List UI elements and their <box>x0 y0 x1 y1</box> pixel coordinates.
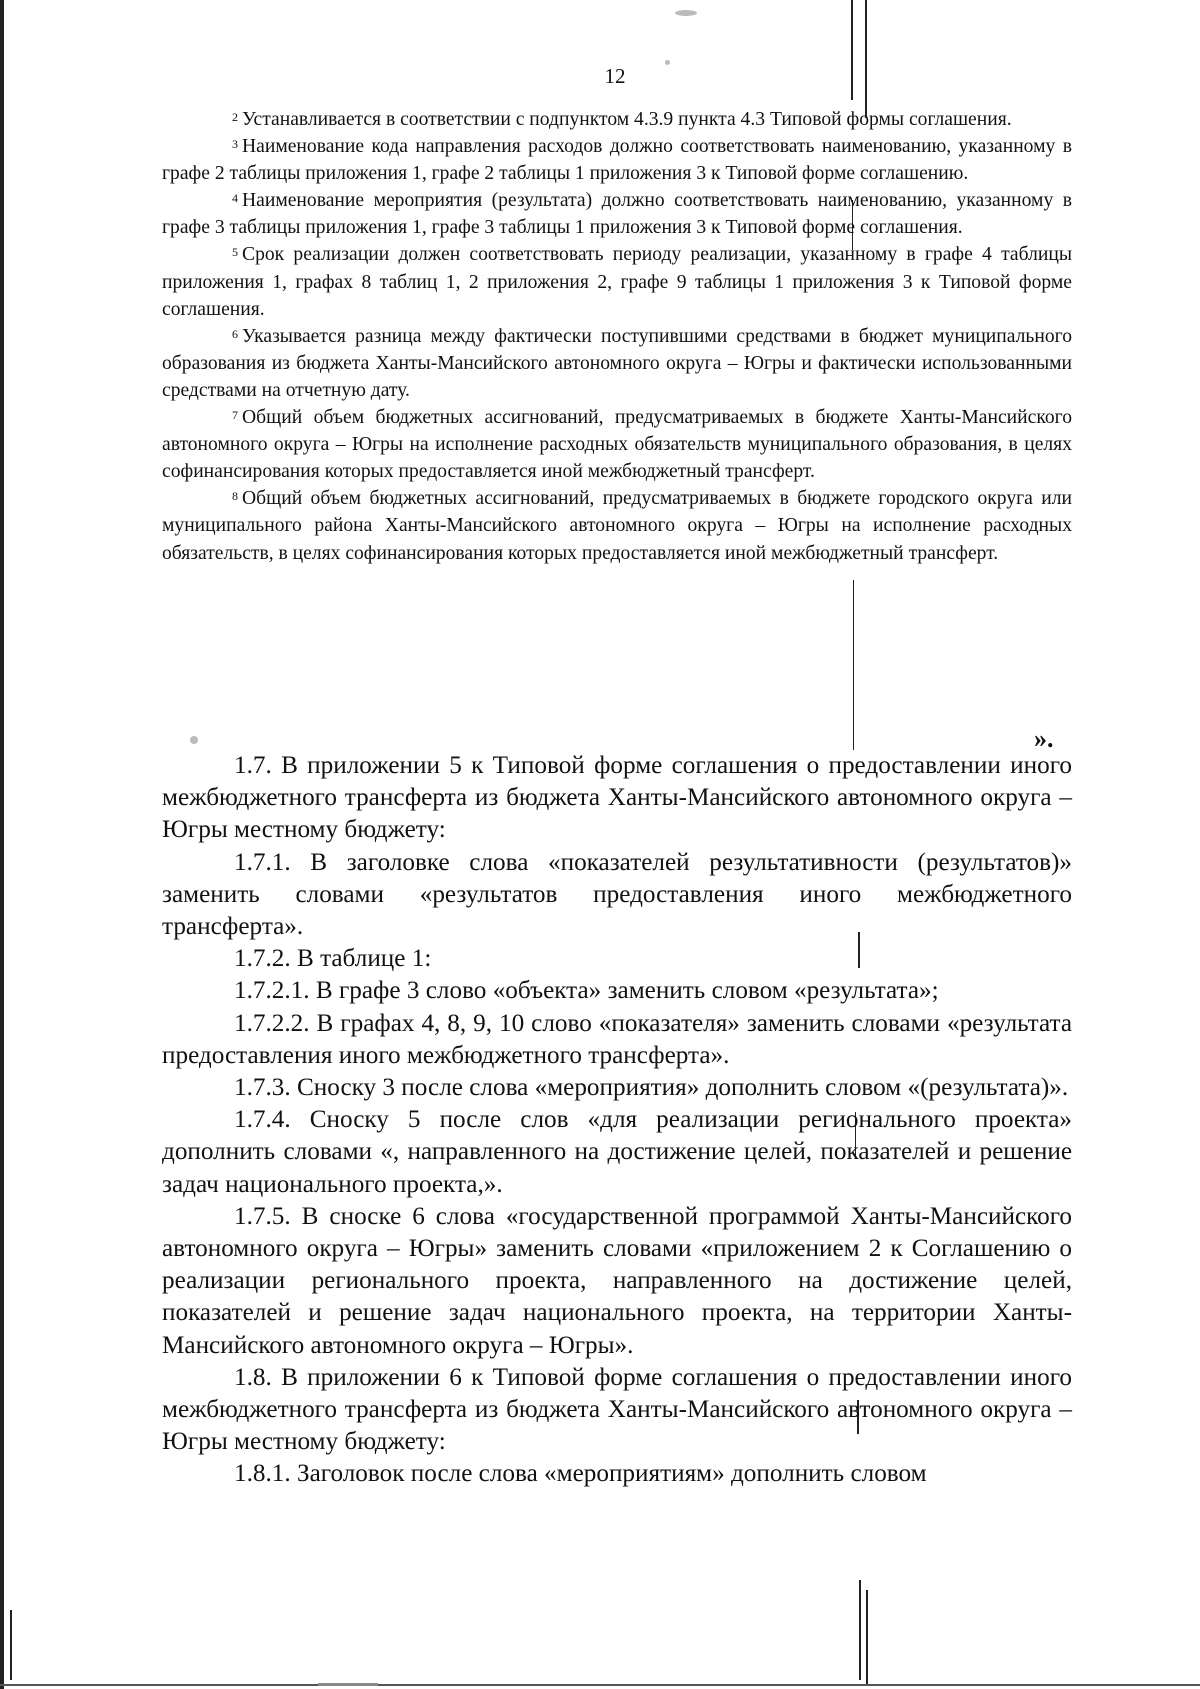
scan-mark-bottom-left <box>10 1610 12 1680</box>
scan-speck <box>318 1683 378 1686</box>
scan-edge-left <box>0 0 4 1689</box>
paragraph: 1.7. В приложении 5 к Типовой форме соглашения о предоставлении иного межбюджетного трансферта из бюджета Ханты-Мансийского автономного округа – Югры местному бюджету: <box>162 752 1072 844</box>
footnote-marker: 7 <box>232 408 238 423</box>
paragraph: 1.7.2.2. В графах 4, 8, 9, 10 слово «показателя» заменить словами «результата предоставления иного межбюджетного трансферта». <box>162 1009 1072 1069</box>
footnote-marker: 4 <box>232 191 238 206</box>
footnote-text: Указывается разница между фактически поступившими средствами в бюджет муниципального образования из бюджета Ханты-Мансийского автономного округа – Югры и фактически использованными средствами на отчетную дату. <box>162 325 1072 401</box>
scan-speck <box>675 10 697 16</box>
paragraph: 1.7.3. Сноску 3 после слова «мероприятия» дополнить словом «(результата)». <box>234 1074 1069 1102</box>
footnote <box>162 485 1072 566</box>
scan-mark-bottom-1 <box>859 1580 861 1680</box>
footnote-text: Срок реализации должен соответствовать периоду реализации, указанному в графе 4 таблицы приложения 1, графах 8 таблиц 1, 2 приложения 2, графе 9 таблицы 1 приложения 3 к Типовой форме соглашения. <box>162 244 1072 320</box>
footnote <box>162 241 1072 322</box>
scan-mark-bottom-2 <box>866 1590 868 1685</box>
paragraph: 1.7.2.1. В графе 3 слово «объекта» заменить словом «результата»; <box>234 977 939 1005</box>
paragraph: 1.8. В приложении 6 к Типовой форме соглашения о предоставлении иного межбюджетного трансферта из бюджета Ханты-Мансийского автономного округа – Югры местному бюджету: <box>162 1363 1072 1456</box>
footnote <box>162 404 1072 485</box>
footnote-marker: 2 <box>232 110 238 124</box>
scan-speck <box>190 736 198 744</box>
footnote <box>162 323 1072 404</box>
footnote <box>162 133 1072 187</box>
footnote <box>162 187 1072 241</box>
paragraph: 1.8.1. Заголовок после слова «мероприятиям» дополнить словом <box>234 1460 927 1488</box>
paragraph: 1.7.1. В заголовке слова «показателей результативности (результатов)» заменить словами «результатов предоставления иного межбюджетного трансферта». <box>162 848 1072 941</box>
scan-edge-bottom <box>0 1684 1200 1686</box>
footnote-text: Общий объем бюджетных ассигнований, предусматриваемых в бюджете городского округа или муниципального района Ханты-Мансийского автономного округа – Югры на исполнение расходных обязательств, в целях софинансирования которых предоставляется иной межбюджетный трансферт. <box>162 488 1072 564</box>
paragraph: 1.7.5. В сноске 6 слова «государственной программой Ханты-Мансийского автономного округа – Югры» заменить словами «приложением 2 к Соглашению о реализации регионального проекта, направленного на достижение целей, показателей и решение задач национального проекта, на территории Ханты-Мансийского автономного округа – Югры». <box>162 1202 1072 1359</box>
paragraph: 1.7.2. В таблице 1: <box>234 945 432 973</box>
body-text <box>162 750 1072 1491</box>
footnote <box>162 106 1072 133</box>
footnotes-block <box>162 106 1072 567</box>
closing-quote: ». <box>1034 724 1054 753</box>
page-number: 12 <box>604 64 626 88</box>
footnote-text: Наименование мероприятия (результата) должно соответствовать наименованию, указанному в графе 3 таблицы приложения 1, графе 3 таблицы 1 приложения 3 к Типовой форме соглашения. <box>162 190 1072 239</box>
footnote-text: Общий объем бюджетных ассигнований, предусматриваемых в бюджете Ханты-Мансийского автономного округа – Югры на исполнение расходных обязательств муниципального образования, в целях софинансирования которых предоставляется иной межбюджетный трансферт. <box>162 407 1072 483</box>
footnote-text: Наименование кода направления расходов должно соответствовать наименованию, указанному в графе 2 таблицы приложения 1, графе 2 таблицы 1 приложения 3 к Типовой форме соглашению. <box>162 136 1072 185</box>
scan-mark-mid-2 <box>853 580 854 750</box>
footnote-text: Устанавливается в соответствии с подпунктом 4.3.9 пункта 4.3 Типовой формы соглашения. <box>242 109 1012 130</box>
footnote-marker: 3 <box>232 137 238 152</box>
paragraph: 1.7.4. Сноску 5 после слов «для реализации регионального проекта» дополнить словами «, направленного на достижение целей, показателей и решение задач национального проекта,». <box>162 1106 1072 1198</box>
footnote-marker: 6 <box>232 326 238 341</box>
footnote-marker: 5 <box>232 245 238 260</box>
scan-mark-top-2 <box>865 0 867 118</box>
footnote-marker: 8 <box>232 489 238 504</box>
